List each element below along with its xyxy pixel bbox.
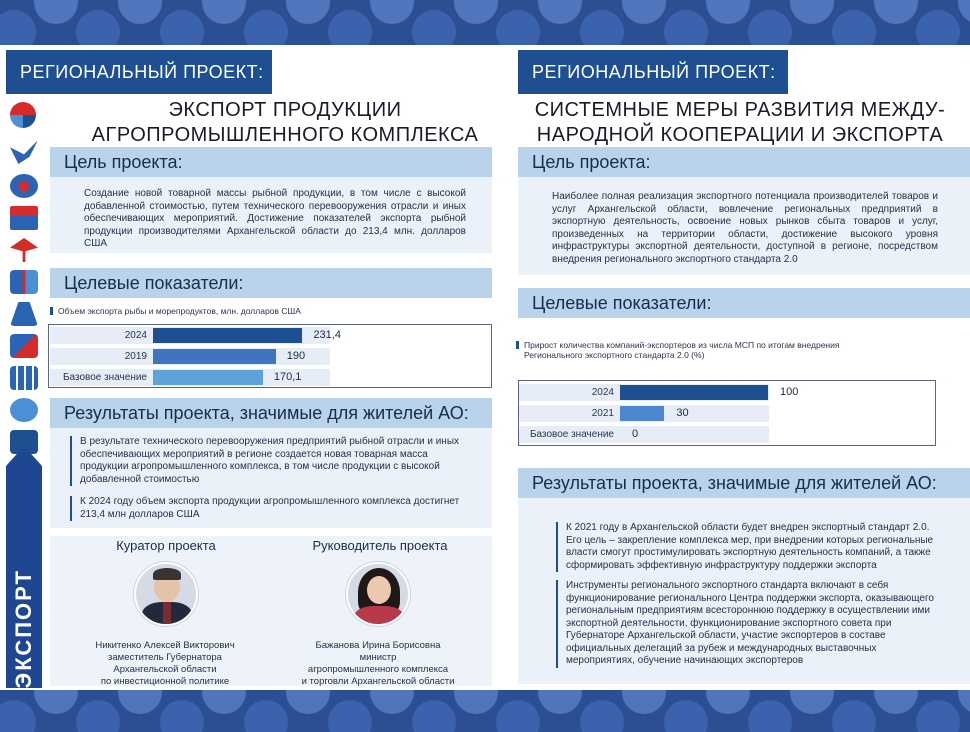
chart1-title-text: Объем экспорта рыбы и морепродуктов, млн. долларов США	[58, 306, 301, 316]
band-pattern-circle	[160, 700, 204, 732]
band-pattern-circle	[76, 10, 120, 45]
left-results-heading: Результаты проекта, значимые для жителей АО:	[50, 398, 492, 428]
chart2-title-line2: Регионального экспортного стандарта 2.0 (%)	[524, 350, 705, 360]
right-goal-heading: Цель проекта:	[518, 147, 970, 177]
right-results-heading: Результаты проекта, значимые для жителей АО:	[518, 468, 970, 498]
right-result-2: Инструменты регионального экспортного стандарта включают в себя функционирование регионального Центра поддержки экспорта, оказывающего региональным предприятиям всестороннюю поддержку в осуществлении ими экспортной деятельности, функционирование экспортного совета при Губернаторе Архангельской области, участие экспортеров в составе официальных делегаций за рубеж и международных выставочных мероприятиях, обучение начинающих экспортеров	[556, 580, 936, 668]
leader-photo	[346, 562, 410, 626]
band-pattern-circle	[538, 690, 582, 714]
band-pattern-circle	[874, 0, 918, 24]
chart-value-label: 0	[632, 428, 639, 440]
band-pattern-circle	[748, 10, 792, 45]
curator-position-1: заместитель Губернатора	[108, 652, 222, 663]
band-pattern-circle	[202, 0, 246, 24]
right-region-project-tag: РЕГИОНАЛЬНЫЙ ПРОЕКТ:	[518, 50, 788, 94]
band-pattern-circle	[496, 10, 540, 45]
chart-bar	[153, 328, 302, 343]
curator-heading: Куратор проекта	[116, 538, 216, 553]
band-pattern-circle	[454, 690, 498, 714]
labor-productivity-icon	[10, 334, 38, 358]
housing-city-icon	[10, 270, 38, 294]
chart2-title	[516, 340, 956, 360]
right-targets-heading: Целевые показатели:	[518, 288, 970, 318]
band-pattern-circle	[580, 10, 624, 45]
band-pattern-circle	[580, 700, 624, 732]
band-pattern-circle	[160, 10, 204, 45]
band-pattern-circle	[0, 700, 36, 732]
leader-position-2: агропромышленного комплекса	[307, 664, 449, 675]
chart-value-label: 231,4	[313, 329, 341, 341]
band-pattern-circle	[76, 700, 120, 732]
band-pattern-circle	[286, 0, 330, 24]
bottom-decorative-band	[0, 690, 970, 732]
curator-position-2: Архангельской области	[113, 664, 217, 675]
digital-economy-icon	[10, 366, 38, 390]
chart-category-label: 2021	[591, 408, 614, 419]
left-targets-heading: Целевые показатели:	[50, 268, 492, 298]
left-goal-heading: Цель проекта:	[50, 147, 492, 177]
band-pattern-circle	[118, 690, 162, 714]
band-pattern-circle	[412, 10, 456, 45]
chart-bar	[620, 406, 664, 421]
left-goal-text: Создание новой товарной массы рыбной продукции, в том числе с высокой добавленной стоимостью, путем технического перевооружения отрасли и иных обеспечивающих мероприятий. Достижение показателей экспорта рыбной продукции производителями Архангельской области до 213,4 млн. долларов США	[84, 188, 466, 249]
bird-icon	[10, 140, 38, 164]
chart-category-label: Базовое значение	[529, 429, 614, 440]
left-result-1: В результате технического перевооружения предприятий рыбной отрасли и иных обеспечивающих мероприятий в регионе создается новая товарная масса продукции агропромышленного комплекса, в том числе продукции с высокой добавленной стоимостью	[70, 436, 470, 486]
national-projects-logo-icon	[10, 102, 36, 128]
chart-category-label: 2019	[124, 351, 147, 362]
band-pattern-circle	[328, 10, 372, 45]
chart-bar	[620, 385, 768, 400]
education-book-icon	[10, 206, 38, 230]
curator-position-3: по инвестиционной политике	[100, 676, 230, 687]
band-pattern-circle	[286, 690, 330, 714]
band-pattern-circle	[328, 700, 372, 732]
band-pattern-circle	[916, 10, 960, 45]
band-pattern-circle	[370, 690, 414, 714]
leader-info	[288, 640, 468, 688]
export-vertical-label: ЭКСПОРТ	[11, 568, 36, 688]
band-pattern-circle	[874, 690, 918, 714]
curator-photo	[134, 562, 198, 626]
right-goal-text: Наиболее полная реализация экспортного потенциала производителей товаров и услуг Архангельской области, вовлечение региональных предприятий в экспортную деятельность, освоение новых рынков сбыта товаров и услуг, произведенных на территории области, достижение высокого уровня инфраструктуры экспортной деятельности, доступной в регионе, посредством внедрения регионального экспортного стандарта 2.0	[552, 191, 938, 265]
right-title-line1: СИСТЕМНЫЕ МЕРЫ РАЗВИТИЯ МЕЖДУ-	[534, 99, 946, 121]
band-pattern-circle	[118, 0, 162, 24]
chart-bar	[153, 370, 263, 385]
band-pattern-circle	[706, 0, 750, 24]
chart-category-label: 2024	[591, 387, 614, 398]
band-pattern-circle	[664, 700, 708, 732]
chart1-title	[50, 306, 490, 316]
band-pattern-circle	[496, 700, 540, 732]
chart-value-label: 30	[676, 407, 689, 419]
leader-name: Бажанова Ирина Борисовна	[315, 640, 441, 651]
band-pattern-circle	[790, 0, 834, 24]
band-pattern-circle	[538, 0, 582, 24]
left-region-project-tag: РЕГИОНАЛЬНЫЙ ПРОЕКТ:	[6, 50, 272, 94]
chart-category-label: Базовое значение	[62, 372, 147, 383]
left-title-line1: ЭКСПОРТ ПРОДУКЦИИ	[168, 99, 402, 121]
leader-heading: Руководитель проекта	[312, 538, 448, 553]
left-title-line2: АГРОПРОМЫШЛЕННОГО КОМПЛЕКСА	[91, 124, 479, 146]
band-pattern-circle	[832, 10, 876, 45]
band-pattern-circle	[664, 10, 708, 45]
band-pattern-circle	[748, 700, 792, 732]
curator-name: Никитенко Алексей Викторович	[95, 640, 235, 651]
culture-icon	[10, 398, 38, 422]
export-vertical-banner	[6, 466, 42, 688]
band-pattern-circle	[244, 10, 288, 45]
right-project-title	[530, 98, 950, 148]
band-pattern-circle	[622, 0, 666, 24]
chart-value-label: 100	[780, 386, 799, 398]
band-pattern-circle	[244, 700, 288, 732]
top-decorative-band	[0, 0, 970, 45]
ecology-plant-icon	[10, 238, 38, 262]
band-pattern-circle	[958, 0, 970, 24]
leader-position-1: министр	[359, 652, 397, 663]
chart2-title-line1: Прирост количества компаний-экспортеров из числа МСП по итогам внедрения	[524, 340, 840, 350]
chart-value-label: 170,1	[273, 371, 302, 383]
band-pattern-circle	[34, 690, 78, 714]
health-heart-icon	[10, 174, 38, 198]
leader-position-3: и торговли Архангельской области	[301, 676, 455, 687]
band-pattern-circle	[706, 690, 750, 714]
band-pattern-circle	[0, 10, 36, 45]
right-result-1: К 2021 году в Архангельской области будет внедрен экспортный стандарт 2.0. Его цель – закрепление комплекса мер, при внедрении которых региональные власти смогут простимулировать экспортную деятельность компаний, а также сформировать эффективную инфраструктуру поддержки экспорта	[556, 522, 936, 572]
left-result-2: К 2024 году объем экспорта продукции агропромышленного комплекса достигнет 213,4 млн долларов США	[70, 496, 470, 521]
band-pattern-circle	[958, 690, 970, 714]
band-pattern-circle	[790, 690, 834, 714]
band-pattern-circle	[622, 690, 666, 714]
left-goal-box	[50, 177, 492, 253]
band-pattern-circle	[916, 700, 960, 732]
right-goal-box	[518, 177, 970, 275]
band-pattern-circle	[832, 700, 876, 732]
left-project-title	[70, 98, 500, 148]
chart-bar	[153, 349, 276, 364]
band-pattern-circle	[34, 0, 78, 24]
roads-icon	[10, 302, 38, 326]
chart-category-label: 2024	[124, 330, 147, 341]
band-pattern-circle	[454, 0, 498, 24]
curator-info	[80, 640, 250, 688]
chart-value-label: 190	[286, 350, 306, 362]
band-pattern-circle	[412, 700, 456, 732]
right-title-line2: НАРОДНОЙ КООПЕРАЦИИ И ЭКСПОРТА	[536, 124, 944, 146]
band-pattern-circle	[202, 690, 246, 714]
band-pattern-circle	[370, 0, 414, 24]
